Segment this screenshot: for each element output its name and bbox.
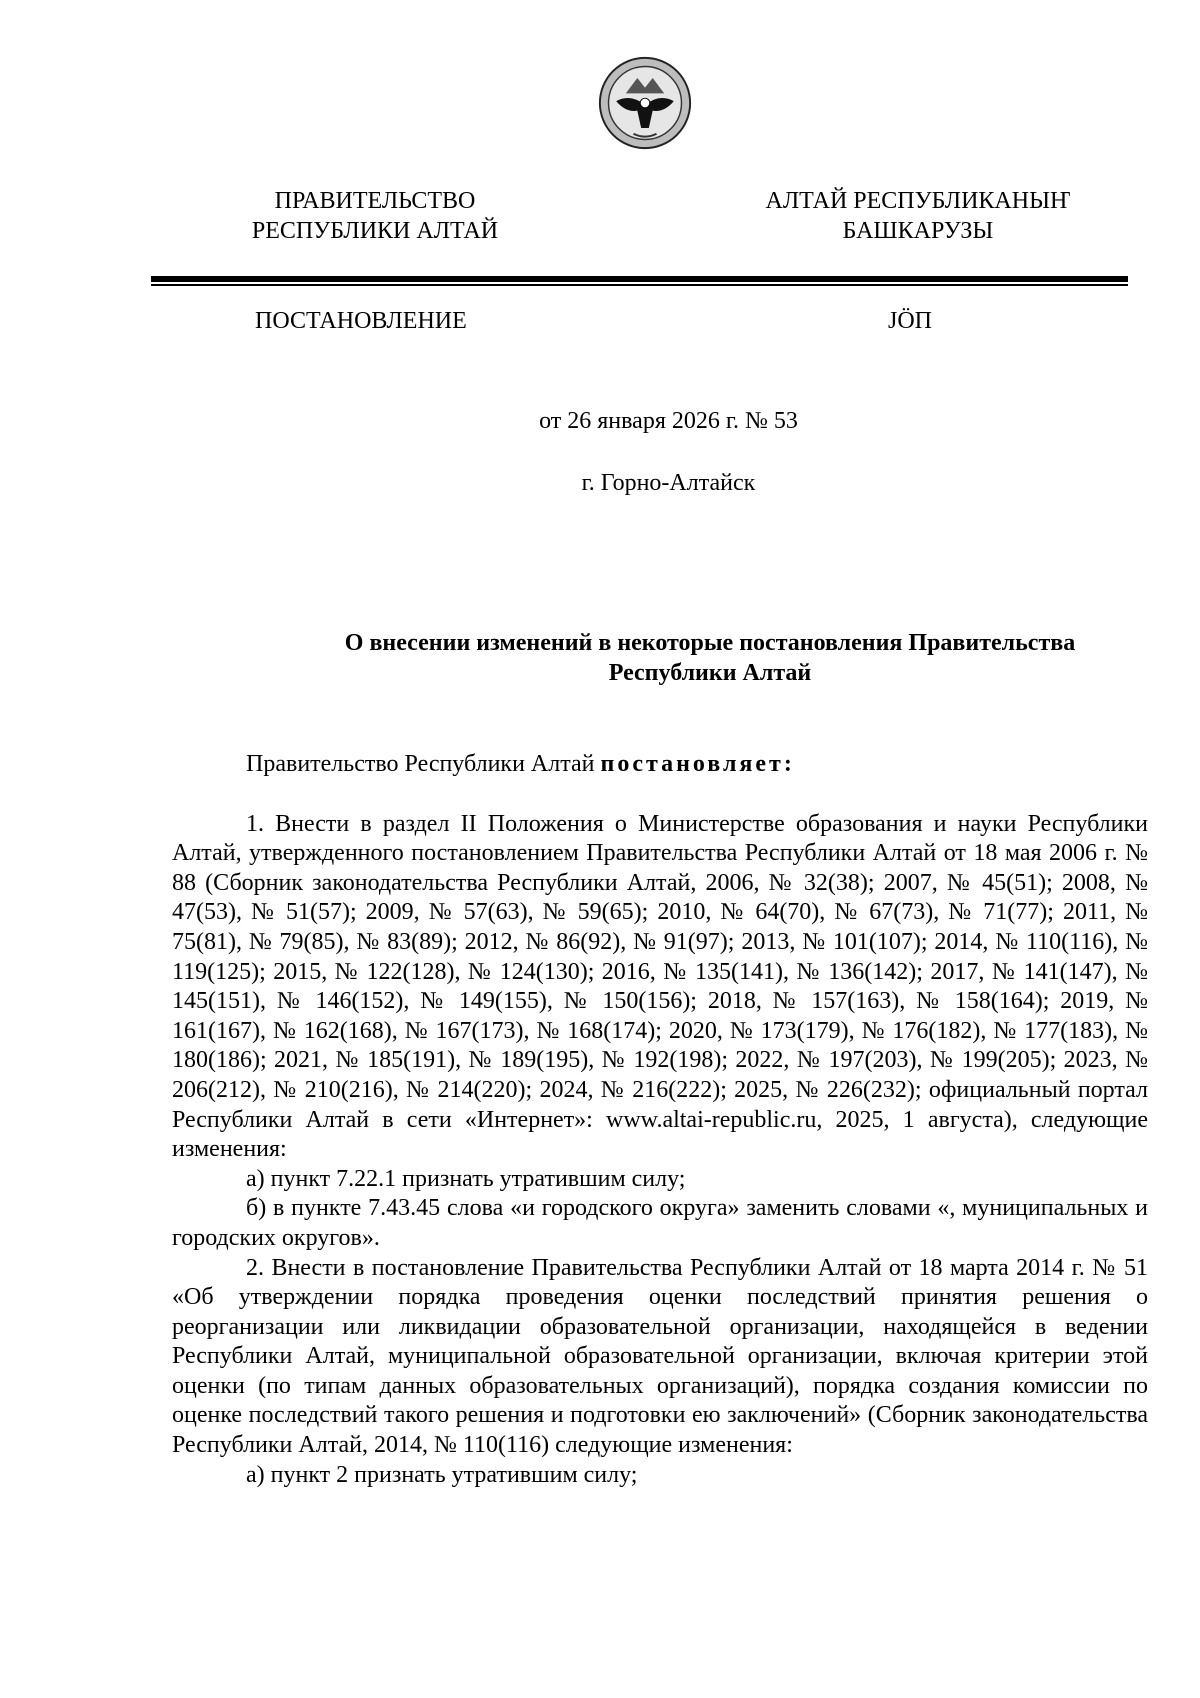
- lead-text: Правительство Республики Алтай: [246, 751, 601, 777]
- paragraph-1: 1. Внести в раздел II Положения о Министерстве образования и науки Республики Алтай, утвержденного постановлением Правительства Республики Алтай от 18 мая 2006 г. № 88 (Сборник законодательства Республики Алтай, 2006, № 32(38); 2007, № 45(51); 2008, № 47(53), № 51(57); 2009, № 57(63), № 59(65); 2010, № 64(70), № 67(73), № 71(77); 2011, № 75(81), № 79(85), № 83(89); 2012, № 86(92), № 91(97); 2013, № 101(107); 2014, № 110(116), № 119(125); 2015, № 122(128), № 124(130); 2016, № 135(141), № 136(142); 2017, № 141(147), № 145(151), № 146(152), № 149(155), № 150(156); 2018, № 157(163), № 158(164); 2019, № 161(167), № 162(168), № 167(173), № 168(174); 2020, № 173(179), № 176(182), № 177(183), № 180(186); 2021, № 185(191), № 189(195), № 192(198); 2022, № 197(203), № 199(205); 2023, № 206(212), № 210(216), № 214(220); 2024, № 216(222); 2025, № 226(232); официальный портал Республики Алтай в сети «Интернет»: www.altai-republic.ru, 2025, 1 августа), следующие изменения:: [172, 810, 1148, 1163]
- document-date-number: от 26 января 2026 г. № 53: [539, 408, 798, 434]
- coat-of-arms-emblem: [597, 55, 693, 151]
- header-left-line2: РЕСПУБЛИКИ АЛТАЙ: [251, 218, 499, 244]
- header-left-block: [240, 186, 510, 246]
- header-divider-thin: [151, 284, 1128, 286]
- header-right-line1: АЛТАЙ РЕСПУБЛИКАНЫҤ: [765, 188, 1071, 214]
- lead-sentence: [172, 750, 1148, 780]
- header-divider-thick: [151, 276, 1128, 282]
- doc-type-altai: JÖП: [888, 308, 933, 334]
- paragraph-2a: а) пункт 2 признать утратившим силу;: [246, 1461, 638, 1488]
- document-title: [260, 628, 1160, 688]
- header-left-line1: ПРАВИТЕЛЬСТВО: [274, 188, 476, 214]
- paragraph-1b: б) в пункте 7.43.45 слова «и городского округа» заменить словами «, муниципальных и городских округов».: [172, 1195, 1148, 1251]
- title-line1: О внесении изменений в некоторые постановления Правительства: [344, 630, 1076, 656]
- header-right-block: [758, 186, 1078, 246]
- paragraph-1a: а) пункт 7.22.1 признать утратившим силу;: [246, 1165, 686, 1192]
- paragraph-2: 2. Внести в постановление Правительства Республики Алтай от 18 марта 2014 г. № 51 «Об утверждении порядка проведения оценки последствий принятия решения о реорганизации или ликвидации образовательной организации, находящейся в ведении Республики Алтай, муниципальной образовательной организации, включая критерии этой оценки (по типам данных образовательных организаций), порядка создания комиссии по оценке последствий такого решения и подготовки ею заключений» (Сборник законодательства Республики Алтай, 2014, № 110(116) следующие изменения:: [172, 1254, 1148, 1459]
- document-city: г. Горно-Алтайск: [581, 470, 756, 496]
- lead-emphasis: постановляет:: [600, 751, 795, 777]
- doc-type-russian: ПОСТАНОВЛЕНИЕ: [255, 308, 467, 334]
- header-right-line2: БАШКАРУЗЫ: [842, 218, 994, 244]
- title-line2: Республики Алтай: [608, 660, 812, 686]
- document-body: [172, 750, 1148, 1490]
